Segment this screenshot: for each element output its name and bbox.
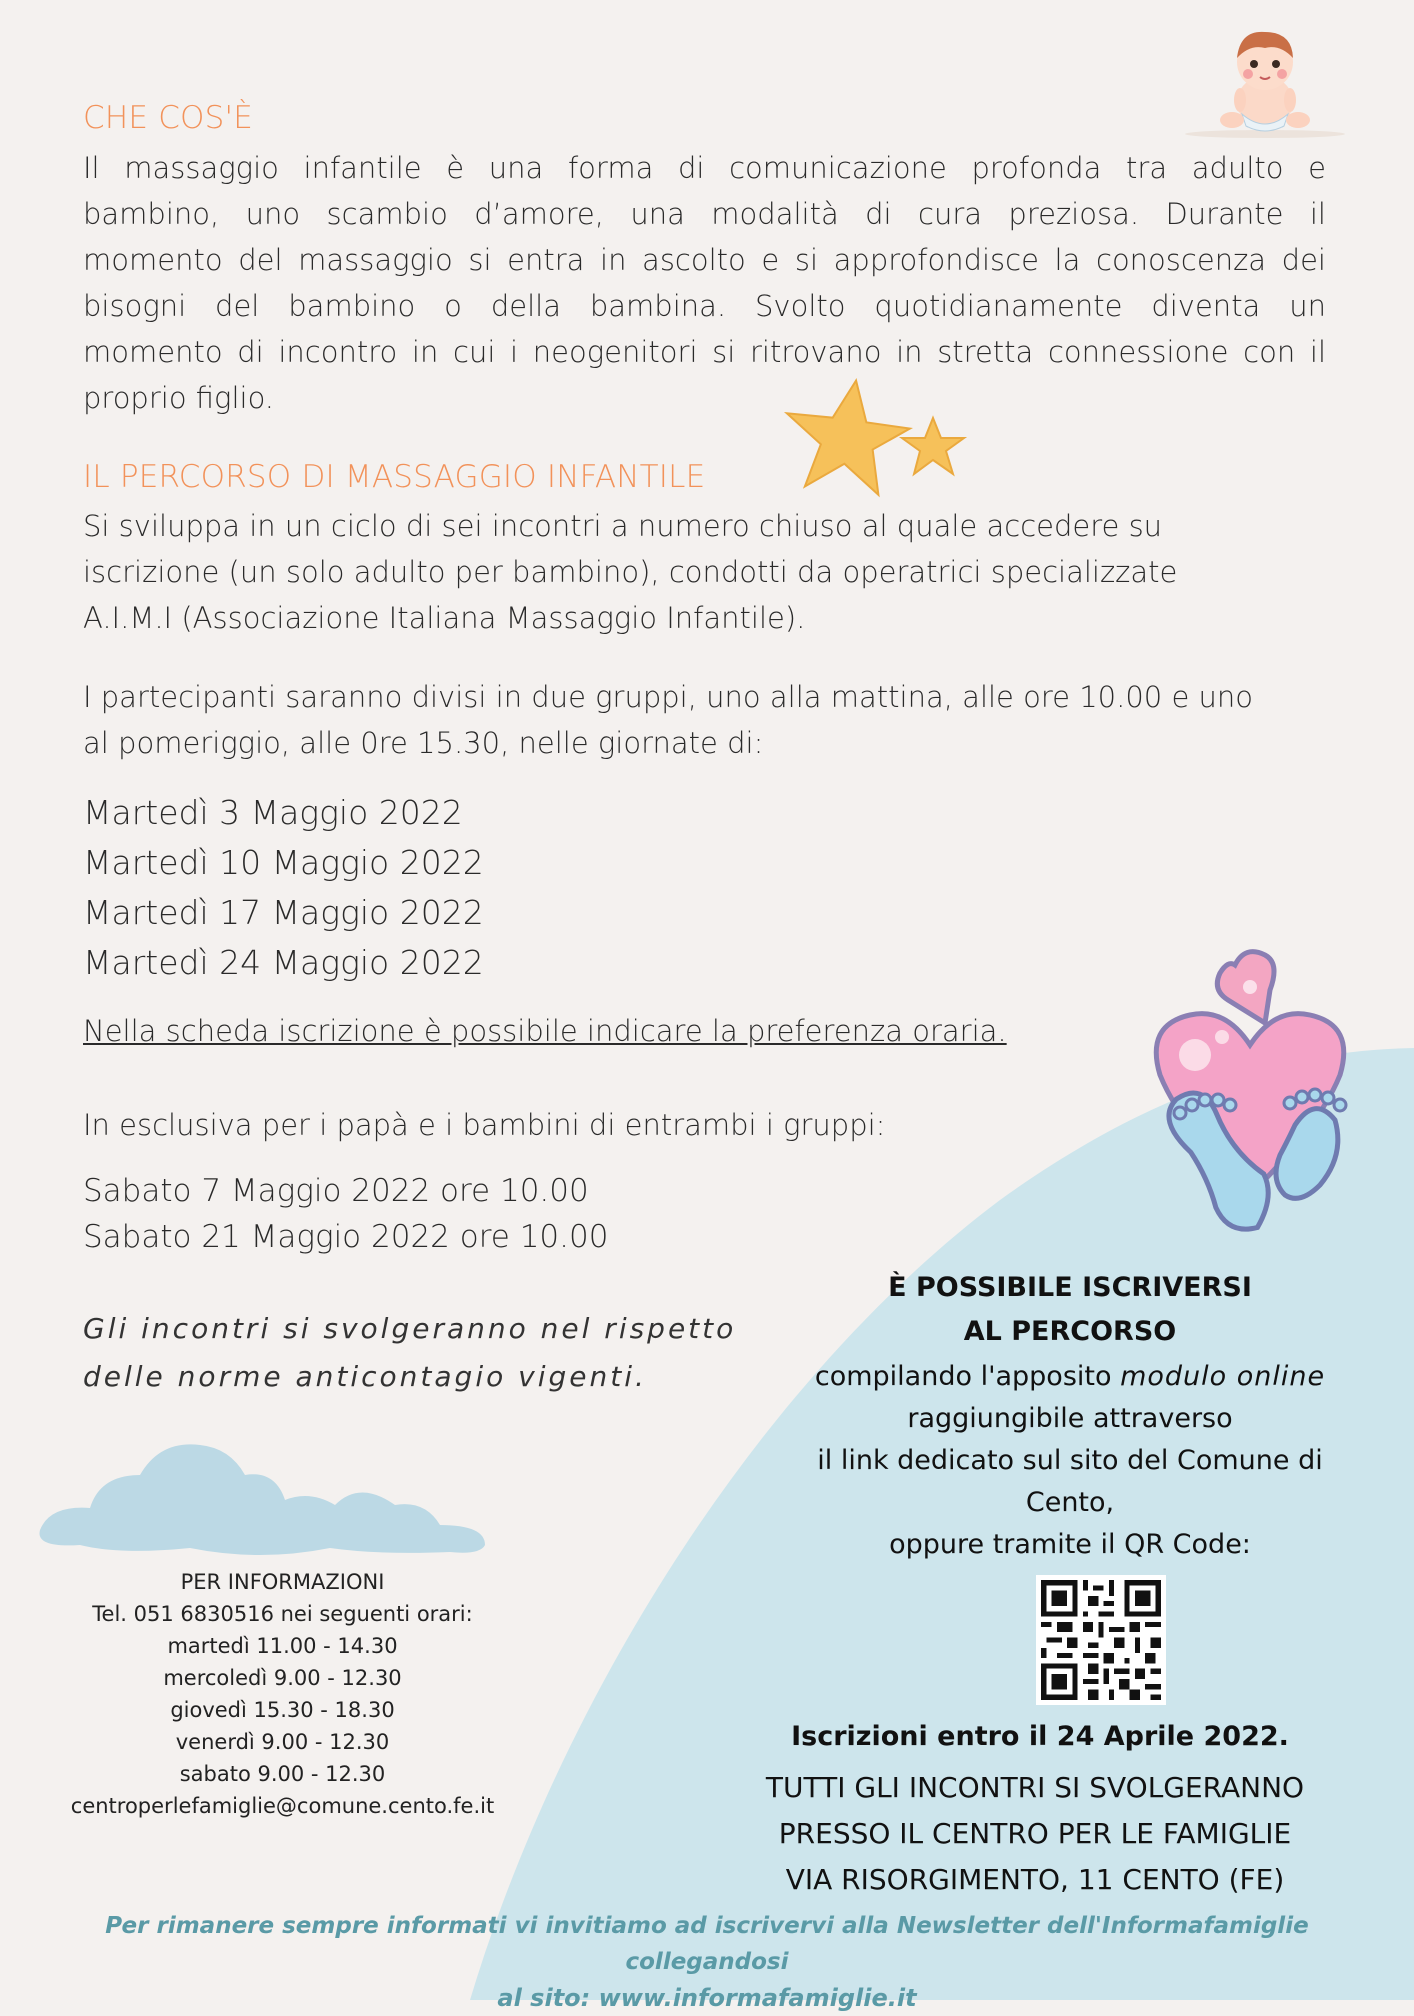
info-hours: venerdì 9.00 - 12.30 [175,1730,390,1754]
footer-line: Per rimanere sempre informati vi invitiamo ad iscrivervi alla Newsletter dell'Informafamiglie collegandosi [105,1913,1309,1975]
date-item: Martedì 17 Maggio 2022 [83,893,484,932]
groups-paragraph [83,674,1333,766]
registration-heading: AL PERCORSO [963,1316,1177,1347]
stars-illustration [778,378,978,508]
safety-note [83,1305,736,1401]
info-hours: giovedì 15.30 - 18.30 [170,1698,395,1722]
paragraph-line: I partecipanti saranno divisi in due gruppi, uno alla mattina, alle ore 10.00 e uno [83,680,1254,714]
info-hours: sabato 9.00 - 12.30 [179,1762,386,1786]
footer-website-link[interactable]: al sito: www.informafamiglie.it [497,1984,917,2012]
registration-line-prefix: compilando l'apposito [814,1361,1121,1392]
paragraph-line: proprio figlio. [83,381,275,415]
heart-feet-illustration [1150,945,1350,1250]
dates-list [83,788,484,988]
paragraph-line: bambino, uno scambio d’amore, una modalità di cura preziosa. Durante il [83,197,1326,231]
preference-note: Nella scheda iscrizione è possibile indicare la preferenza oraria. [83,1014,1007,1048]
registration-line: raggiungibile attraverso [907,1403,1233,1434]
section1-paragraph [83,145,1326,421]
info-block [40,1566,525,1822]
paragraph-line: A.I.M.I (Associazione Italiana Massaggio Infantile). [83,601,806,635]
registration-heading: È POSSIBILE ISCRIVERSI [888,1272,1252,1303]
registration-deadline: Iscrizioni entro il 24 Aprile 2022. [791,1721,1289,1752]
paragraph-line: al pomeriggio, alle 0re 15.30, nelle giornate di: [83,726,764,760]
safety-line: Gli incontri si svolgeranno nel rispetto [83,1312,737,1345]
safety-line: delle norme anticontagio vigenti. [83,1360,647,1393]
location-block [690,1765,1380,1903]
location-line: VIA RISORGIMENTO, 11 CENTO (FE) [785,1863,1285,1896]
date-item: Sabato 21 Maggio 2022 ore 10.00 [83,1219,609,1255]
paragraph-line: bisogni del bambino o della bambina. Svolto quotidianamente diventa un [83,289,1326,323]
paragraph-line: iscrizione (un solo adulto per bambino), condotti da operatrici specializzate [83,555,1178,589]
section-title-che-cose: CHE COS'È [83,100,254,136]
date-item: Sabato 7 Maggio 2022 ore 10.00 [83,1173,589,1209]
date-item: Martedì 3 Maggio 2022 [83,793,463,832]
section-title-percorso: IL PERCORSO DI MASSAGGIO INFANTILE [83,459,706,495]
online-form-link[interactable]: modulo online [1120,1361,1326,1392]
deadline-block [700,1715,1380,1759]
info-email-link[interactable]: centroperlefamiglie@comune.cento.fe.it [70,1794,495,1818]
registration-line: il link dedicato sul sito del Comune di [817,1445,1323,1476]
dads-dates-list [83,1168,608,1260]
info-heading: PER INFORMAZIONI [180,1570,385,1594]
section2-paragraph [83,503,1333,641]
info-hours: mercoledì 9.00 - 12.30 [163,1666,402,1690]
paragraph-line: Il massaggio infantile è una forma di comunicazione profonda tra adulto e [83,151,1326,185]
date-item: Martedì 24 Maggio 2022 [83,943,484,982]
dads-intro: In esclusiva per i papà e i bambini di entrambi i gruppi: [83,1108,886,1142]
cloud-illustration [30,1430,490,1570]
info-hours: martedì 11.00 - 14.30 [167,1634,398,1658]
date-item: Martedì 10 Maggio 2022 [83,843,484,882]
registration-block [730,1266,1410,1566]
qr-code[interactable] [1036,1575,1166,1705]
info-phone: Tel. 051 6830516 nei seguenti orari: [92,1602,473,1626]
registration-line: oppure tramite il QR Code: [889,1529,1251,1560]
registration-line: Cento, [1025,1487,1115,1518]
paragraph-line: momento di incontro in cui i neogenitori si ritrovano in stretta connessione con il [83,335,1326,369]
location-line: TUTTI GLI INCONTRI SI SVOLGERANNO [765,1771,1305,1804]
paragraph-line: momento del massaggio si entra in ascolto e si approfondisce la conoscenza dei [83,243,1326,277]
paragraph-line: Si sviluppa in un ciclo di sei incontri a numero chiuso al quale accedere su [83,509,1163,543]
baby-illustration [1180,22,1350,142]
location-line: PRESSO IL CENTRO PER LE FAMIGLIE [778,1817,1292,1850]
registration-line [730,1356,1410,1398]
